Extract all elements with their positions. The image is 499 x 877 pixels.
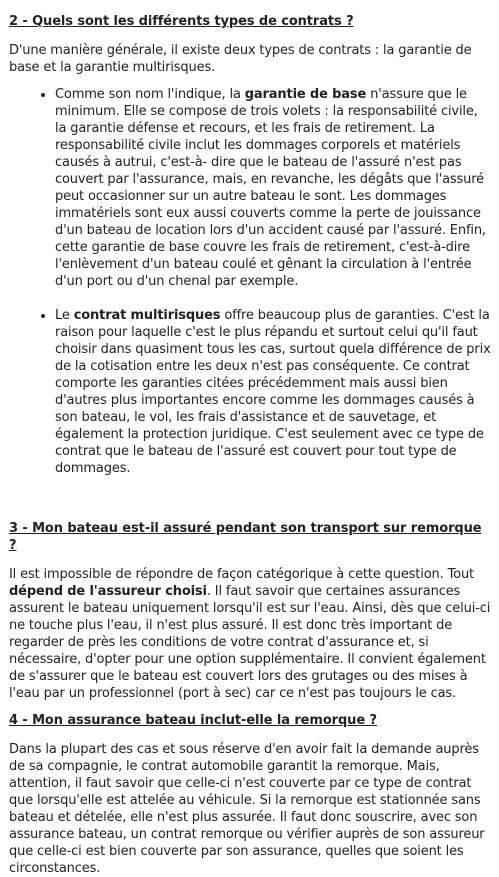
paragraph-text: Il est impossible de répondre de façon catégorique à cette question. Tout <box>9 567 474 582</box>
list-item-basic-guarantee <box>55 86 491 290</box>
list-item-text: n'assure que le minimum. Elle se compose de trois volets : la responsabilité civile, la garantie défense et recours, et les frais de retirement. La responsabilité civile inclut les dommages corporels et matériels causés à autrui, c'est-à- dire que le bateau de l'assuré n'est pas couvert par l'assurance, mais, en revanche, les dégâts que l'assuré peut occasionner sur un autre bateau le sont. Les dommages immatériels sont eux aussi couverts comme la perte de jouissance d'un bateau de location lors d'un accident causé par l'assuré. Enfin, cette garantie de base couvre les frais de retirement, c'est-à-dire l'enlèvement d'un bateau coulé et gênant la circulation à l'entrée d'un port ou d'un chenal par exemple. <box>55 87 486 289</box>
bold-term-multirisk-contract: contrat multirisques <box>73 308 221 323</box>
section-intro-contract-types: D'une manière générale, il existe deux types de contrats : la garantie de base et la garantie multirisques. <box>9 43 472 75</box>
section-body-transport <box>9 566 491 702</box>
bold-term-insurer-choice: dépend de l'assureur choisi <box>9 584 207 599</box>
section-body-trailer: Dans la plupart des cas et sous réserve d'en avoir fait la demande auprès de sa compagnie, le contrat automobile garantit la remorque. Mais, attention, il faut savoir que celle-ci n'est couverte par ce type de contrat que lorsqu'elle est attelée au véhicule. Si la remorque est stationnée sans bateau et dételée, elle n'est plus assurée. Il faut donc souscrire, avec son assurance bateau, un contrat remorque ou vérifier auprès de son assureur que celle-ci est bien couverte par son assurance, quelles que soient les circonstances. <box>9 742 485 876</box>
contract-types-list <box>9 86 491 477</box>
section-heading-trailer: 4 - Mon assurance bateau inclut-elle la remorque ? <box>9 713 377 728</box>
list-item-text: offre beaucoup plus de garanties. C'est la raison pour laquelle c'est le plus répandu et surtout celui qu'il faut choisir dans quasiment tous les cas, surtout quela différence de prix de la cotisation entre les deux n'est pas conséquente. Ce contrat comporte les garanties citées précédemment mais aussi bien d'autres plus importantes encore comme les dommages causés à son bateau, le vol, les frais d'assistance et de sauvetage, et également la protection juridique. C'est seulement avec ce type de contrat que le bateau de l'assuré est couvert pour tout type de dommages. <box>55 308 491 476</box>
section-spacer <box>9 494 491 512</box>
paragraph-text: . Il faut savoir que certaines assurances assurent le bateau uniquement lorsqu'il est sur l'eau. Ainsi, dès que celui-ci ne touche plus l'eau, il n'est plus assuré. Il est donc très important de regarder de près les conditions de votre contrat d'assurance et, si nécessaire, d'opter pour une option supplémentaire. Il convient également de s'assurer que le bateau est couvert lors des grutages ou des mises à l'eau par un professionnel (port à sec) car ce n'est pas toujours le cas. <box>9 584 491 701</box>
section-heading-transport: 3 - Mon bateau est-il assuré pendant son transport sur remorque ? <box>9 521 482 553</box>
section-heading-contract-types: 2 - Quels sont les différents types de contrats ? <box>9 14 354 29</box>
list-item-multirisk-contract <box>55 307 491 477</box>
list-item-text: Comme son nom l'indique, la <box>55 87 245 102</box>
list-item-text: Le <box>55 308 74 323</box>
bold-term-basic-guarantee: garantie de base <box>244 87 367 102</box>
